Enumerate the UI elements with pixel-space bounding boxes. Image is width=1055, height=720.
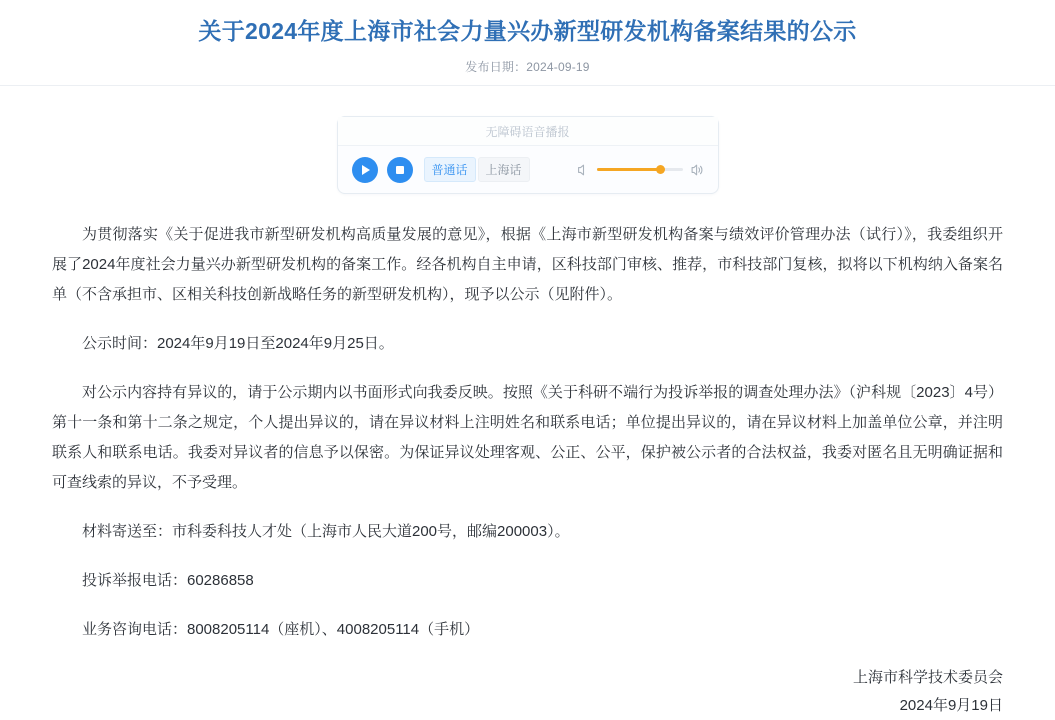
- volume-knob[interactable]: [656, 165, 665, 174]
- tab-shanghainese[interactable]: 上海话: [478, 157, 530, 182]
- signature-date: 2024年9月19日: [899, 697, 1003, 714]
- volume-control: [576, 163, 704, 177]
- play-button[interactable]: [352, 157, 378, 183]
- audio-player-controls: [338, 146, 718, 193]
- signature-block: [0, 664, 1055, 720]
- speaker-low-icon[interactable]: [576, 163, 590, 177]
- play-icon: [362, 165, 370, 175]
- paragraph: 对公示内容持有异议的，请于公示期内以书面形式向我委反映。按照《关于科研不端行为投诉举报的调查处理办法》（沪科规〔2023〕4号）第十一条和第十二条之规定，个人提出异议的，请在异议材料上注明姓名和联系电话；单位提出异议的，请在异议材料上加盖单位公章，并注明联系人和联系电话。我委对异议者的信息予以保密。为保证异议处理客观、公正、公平，保护被公示者的合法权益，我委对匿名且无明确证据和可查线索的异议，不予受理。: [52, 384, 1003, 491]
- volume-slider[interactable]: [597, 164, 683, 176]
- language-tabs: [424, 157, 530, 182]
- document-header: [0, 0, 1055, 86]
- speaker-high-icon[interactable]: [690, 163, 704, 177]
- audio-player: [337, 116, 719, 194]
- volume-fill: [597, 168, 661, 171]
- paragraph: 为贯彻落实《关于促进我市新型研发机构高质量发展的意见》，根据《上海市新型研发机构备案与绩效评价管理办法（试行）》，我委组织开展了2024年度社会力量兴办新型研发机构的备案工作。经各机构自主申请，区科技部门审核、推荐，市科技部门复核，拟将以下机构纳入备案名单（不含承担市、区相关科技创新战略任务的新型研发机构），现予以公示（见附件）。: [52, 226, 1003, 303]
- signature-organization: 上海市科学技术委员会: [852, 669, 1003, 686]
- publish-date: 发布日期：2024-09-19: [465, 60, 590, 74]
- audio-player-container: [0, 86, 1055, 194]
- paragraph: 业务咨询电话：8008205114（座机）、4008205114（手机）: [82, 621, 480, 638]
- stop-button[interactable]: [387, 157, 413, 183]
- stop-icon: [396, 166, 404, 174]
- document-body: [0, 194, 1055, 645]
- paragraph: 材料寄送至：市科委科技人才处（上海市人民大道200号，邮编200003）。: [82, 523, 570, 540]
- tab-mandarin[interactable]: 普通话: [424, 157, 476, 182]
- page-title: 关于2024年度上海市社会力量兴办新型研发机构备案结果的公示: [198, 18, 857, 44]
- paragraph: 投诉举报电话：60286858: [82, 572, 254, 589]
- paragraph: 公示时间：2024年9月19日至2024年9月25日。: [82, 335, 394, 352]
- audio-player-title: 无障碍语音播报: [338, 117, 718, 146]
